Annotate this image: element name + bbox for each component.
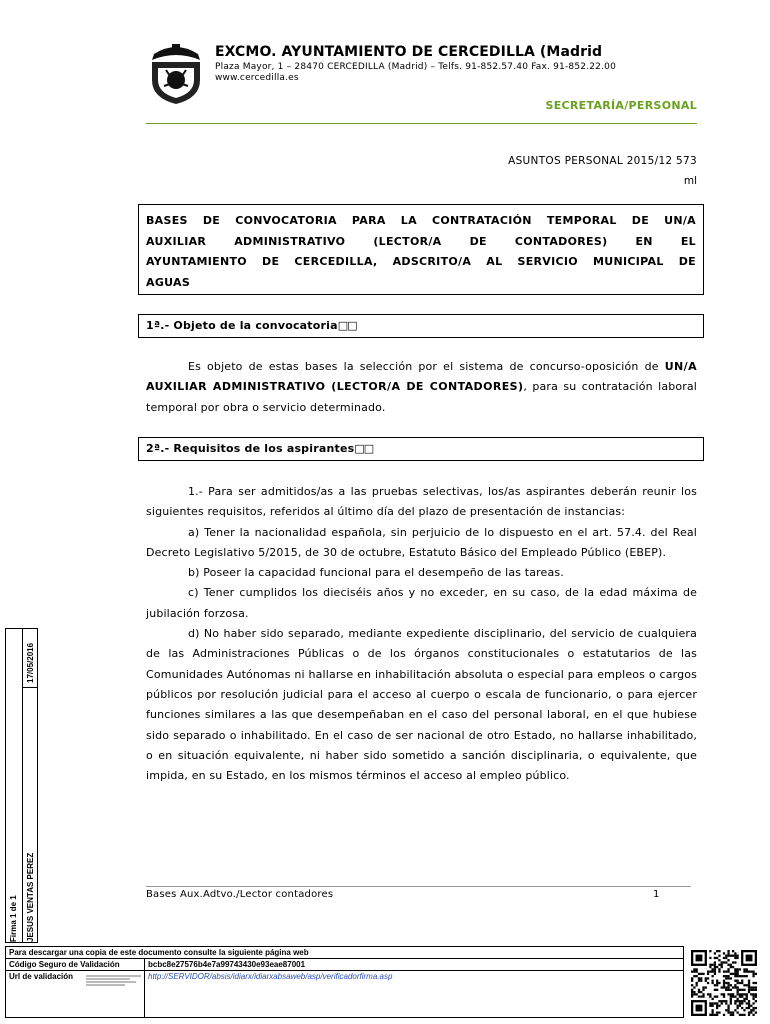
validation-url-link[interactable]: http://SERVIDOR/absis/idiarx/idiarxabsaweb/asp/verificadorfirma.asp [148, 972, 393, 981]
coat-of-arms-icon [146, 40, 206, 106]
signature-count: Firma 1 de 1 [9, 895, 18, 942]
placeholder-glyph-icon: □□ [354, 442, 374, 455]
requirement-c: c) Tener cumplidos los dieciséis años y no exceder, en su caso, de la edad máxima de jubilación forzosa. [146, 586, 697, 620]
title-line: AGUAS [146, 275, 191, 289]
placeholder-glyph-icon: □□ [337, 319, 357, 332]
municipality-title: EXCMO. AYUNTAMIENTO DE CERCEDILLA (Madrid [215, 44, 603, 60]
validation-code-value: bcbc8e27576b4e7a99743430e93eae87001 [148, 960, 306, 969]
municipality-website: www.cercedilla.es [215, 73, 299, 83]
validation-code-label: Código Seguro de Validación [9, 960, 120, 969]
section-1-heading-box [138, 314, 704, 338]
footer-divider [146, 886, 691, 887]
document-title-box [138, 204, 704, 295]
validation-url-label: Url de validación [9, 972, 74, 981]
download-instructions: Para descargar una copia de este documento consulte la siguiente página web [6, 947, 683, 959]
validation-table [5, 946, 684, 1018]
signature-strip [5, 628, 38, 943]
validation-code-row [6, 959, 683, 971]
reference-initials: ml [683, 175, 697, 187]
qr-code-icon[interactable] [690, 950, 758, 1016]
footer-document-name: Bases Aux.Adtvo./Lector contadores [146, 889, 334, 900]
page-number: 1 [653, 889, 660, 900]
requirement-d: d) No haber sido separado, mediante expediente disciplinario, del servicio de cualquiera de las Administraciones Públicas o de los órganos constitucionales o estatutarios de las Comunidades Autónomas ni hallarse en inhabilitación absoluta o especial para empleos o cargos públicos por resolución judicial para el acceso al cuerpo o escala de funcionario, o para ejercer funciones similares a las que desempeñaban en el caso del personal laboral, en el que hubiese sido separado o inhabilitado. En el caso de ser nacional de otro Estado, no hallarse inhabilitado, o en situación equivalente, ni haber sido sometido a sanción disciplinaria, o equivalente, que impida, en su Estado, en los mismos términos el acceso al empleo público. [146, 627, 697, 783]
section-1-paragraph: Es objeto de estas bases la selección por el sistema de concurso-oposición de UN/A AUXILIAR ADMINISTRATIVO (LECTOR/A DE CONTADORES), para su contratación laboral temporal por obra o servicio determinado. [146, 360, 698, 414]
requirement-b: b) Poseer la capacidad funcional para el desempeño de las tareas. [188, 566, 564, 580]
section-1-body [146, 357, 697, 418]
signature-date: 17/05/2016 [26, 642, 35, 683]
section-2-heading-box [138, 437, 704, 461]
section-1-heading: 1ª.- Objeto de la convocatoria [146, 319, 338, 332]
title-line: AYUNTAMIENTO DE CERCEDILLA, ADSCRITO/A AL SERVICIO MUNICIPAL DE [146, 255, 696, 268]
issuer-stamp [86, 975, 141, 986]
position-name: UN/A AUXILIAR ADMINISTRATIVO (LECTOR/A DE CONTADORES) [146, 360, 697, 394]
title-line: BASES DE CONVOCATORIA PARA LA CONTRATACIÓN TEMPORAL DE UN/A [146, 214, 696, 227]
section-2-body [146, 482, 697, 786]
department-label: SECRETARÍA/PERSONAL [545, 99, 697, 112]
title-line: AUXILIAR ADMINISTRATIVO (LECTOR/A DE CONTADORES) EN EL [146, 234, 696, 248]
requirement-a: a) Tener la nacionalidad española, sin perjuicio de lo dispuesto en el art. 57.4. del Real Decreto Legislativo 5/2015, de 30 de octubre, Estatuto Básico del Empleado Público (EBEP). [146, 525, 697, 559]
section-2-heading: 2ª.- Requisitos de los aspirantes [146, 442, 355, 455]
reference-code: ASUNTOS PERSONAL 2015/12 573 [508, 155, 697, 167]
municipality-address: Plaza Mayor, 1 – 28470 CERCEDILLA (Madrid) – Telfs. 91-852.57.40 Fax. 91-852.22.00 [215, 62, 617, 72]
requirements-intro: 1.- Para ser admitidos/as a las pruebas selectivas, los/as aspirantes deberán reunir los siguientes requisitos, referidos al último día del plazo de presentación de instancias: [146, 485, 697, 519]
header-divider [146, 123, 697, 124]
signer-name: JESUS VENTAS PEREZ [26, 852, 35, 942]
